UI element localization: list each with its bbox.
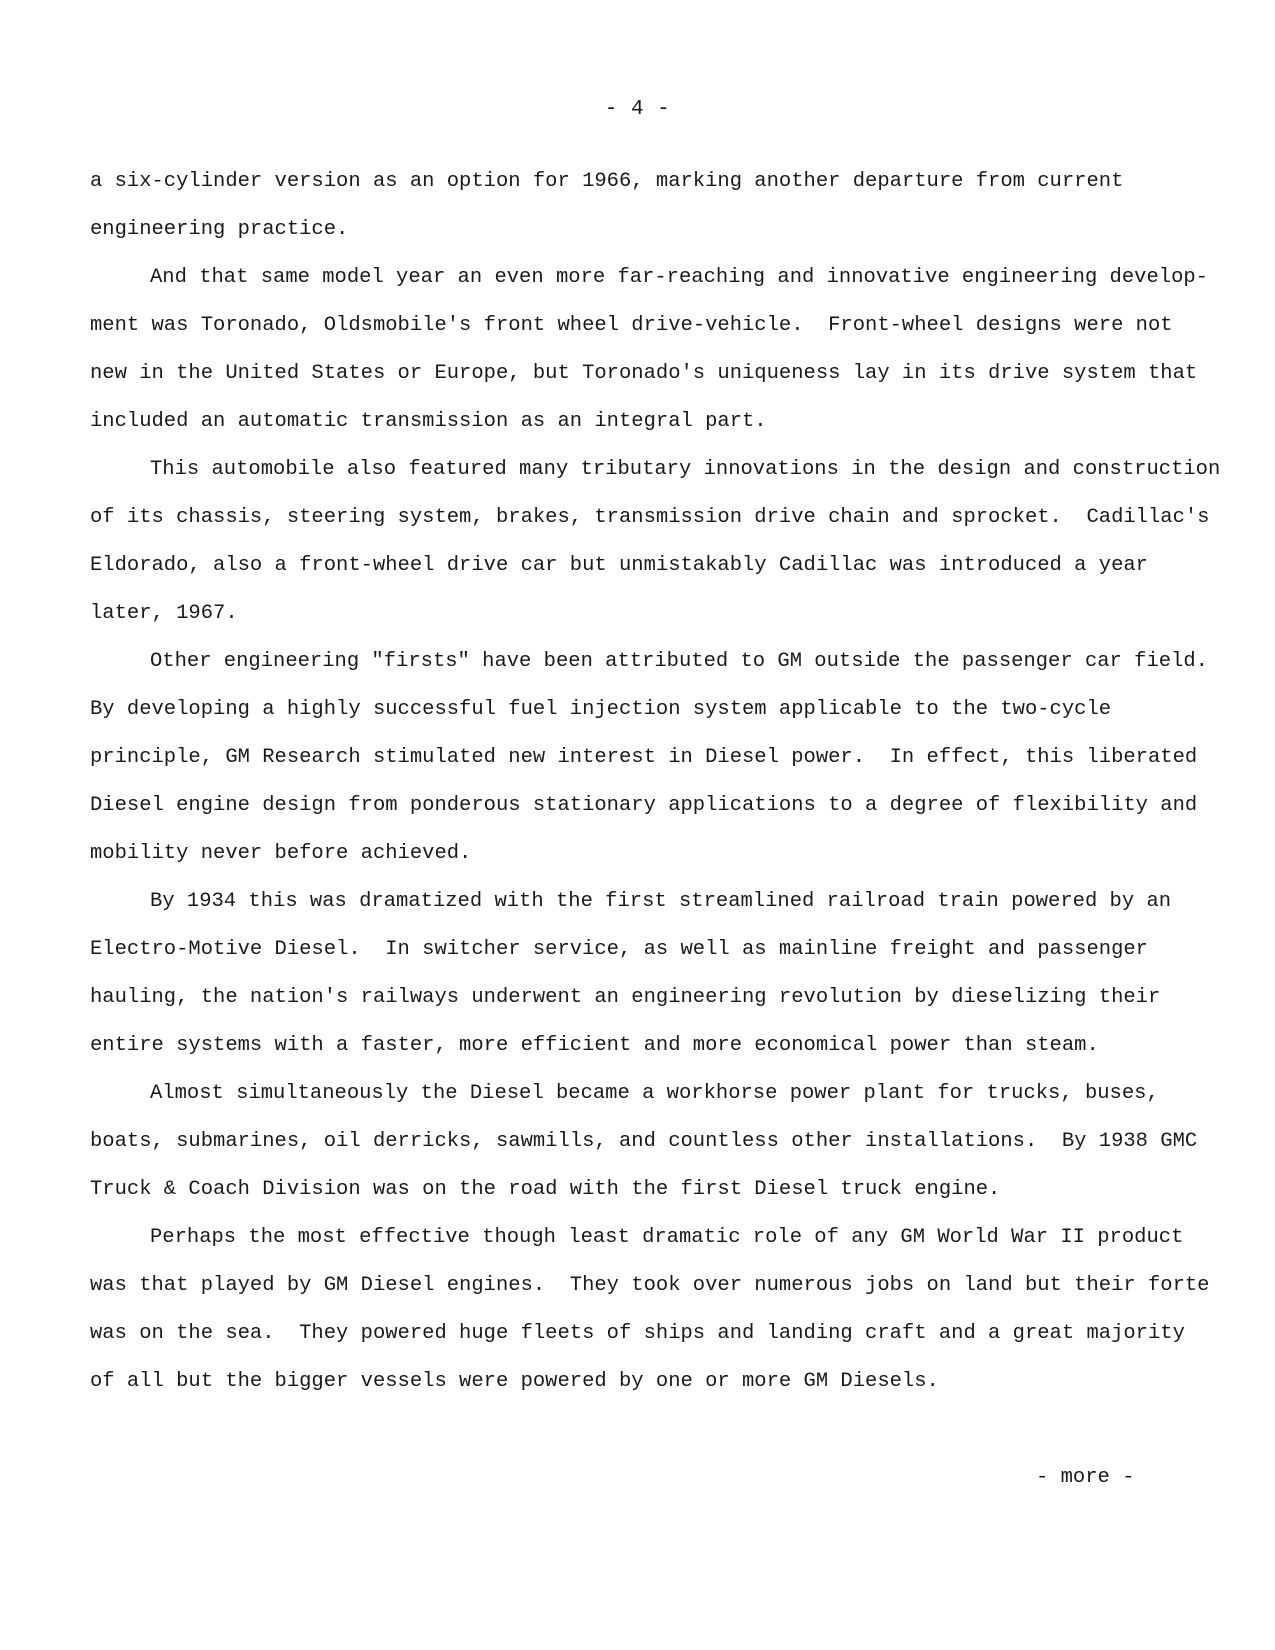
paragraph-start-line: Perhaps the most effective though least dramatic role of any GM World War II product xyxy=(150,1226,1184,1249)
text-line: hauling, the nation's railways underwent an engineering revolution by dieselizing their xyxy=(90,986,1161,1009)
paragraph-start-line: And that same model year an even more far-reaching and innovative engineering develop- xyxy=(150,266,1208,289)
text-line: of all but the bigger vessels were powered by one or more GM Diesels. xyxy=(90,1370,939,1393)
text-line: ment was Toronado, Oldsmobile's front wheel drive-vehicle. Front-wheel designs were not xyxy=(90,314,1173,337)
text-line: was that played by GM Diesel engines. They took over numerous jobs on land but their forte xyxy=(90,1274,1210,1297)
paragraph-start-line: By 1934 this was dramatized with the first streamlined railroad train powered by an xyxy=(150,890,1172,913)
text-line: entire systems with a faster, more efficient and more economical power than steam. xyxy=(90,1034,1099,1057)
text-line: mobility never before achieved. xyxy=(90,842,472,865)
text-line: Diesel engine design from ponderous stationary applications to a degree of flexibility and xyxy=(90,794,1198,817)
text-line: Eldorado, also a front-wheel drive car but unmistakably Cadillac was introduced a year xyxy=(90,554,1148,577)
page-number: - 4 - xyxy=(604,98,671,121)
continuation-marker: - more - xyxy=(1036,1466,1135,1489)
text-line: included an automatic transmission as an integral part. xyxy=(90,410,767,433)
text-line: engineering practice. xyxy=(90,218,349,241)
text-line: of its chassis, steering system, brakes, transmission drive chain and sprocket. Cadillac's xyxy=(90,506,1210,529)
text-line: Truck & Coach Division was on the road with the first Diesel truck engine. xyxy=(90,1178,1001,1201)
body-text xyxy=(90,168,1221,1416)
text-line: new in the United States or Europe, but Toronado's uniqueness lay in its drive system that xyxy=(90,362,1198,385)
paragraph-start-line: Other engineering "firsts" have been attributed to GM outside the passenger car field. xyxy=(150,650,1208,673)
text-line: boats, submarines, oil derricks, sawmills, and countless other installations. By 1938 GMC xyxy=(90,1130,1198,1153)
text-line: Electro-Motive Diesel. In switcher service, as well as mainline freight and passenger xyxy=(90,938,1148,961)
text-line: was on the sea. They powered huge fleets of ships and landing craft and a great majority xyxy=(90,1322,1185,1345)
text-line: later, 1967. xyxy=(90,602,238,625)
text-line: principle, GM Research stimulated new interest in Diesel power. In effect, this liberated xyxy=(90,746,1198,769)
paragraph-start-line: Almost simultaneously the Diesel became a workhorse power plant for trucks, buses, xyxy=(150,1082,1159,1105)
paragraph-start-line: This automobile also featured many tributary innovations in the design and construction xyxy=(150,458,1221,481)
text-line: By developing a highly successful fuel injection system applicable to the two-cycle xyxy=(90,698,1112,721)
text-line: a six-cylinder version as an option for 1966, marking another departure from current xyxy=(90,170,1124,193)
